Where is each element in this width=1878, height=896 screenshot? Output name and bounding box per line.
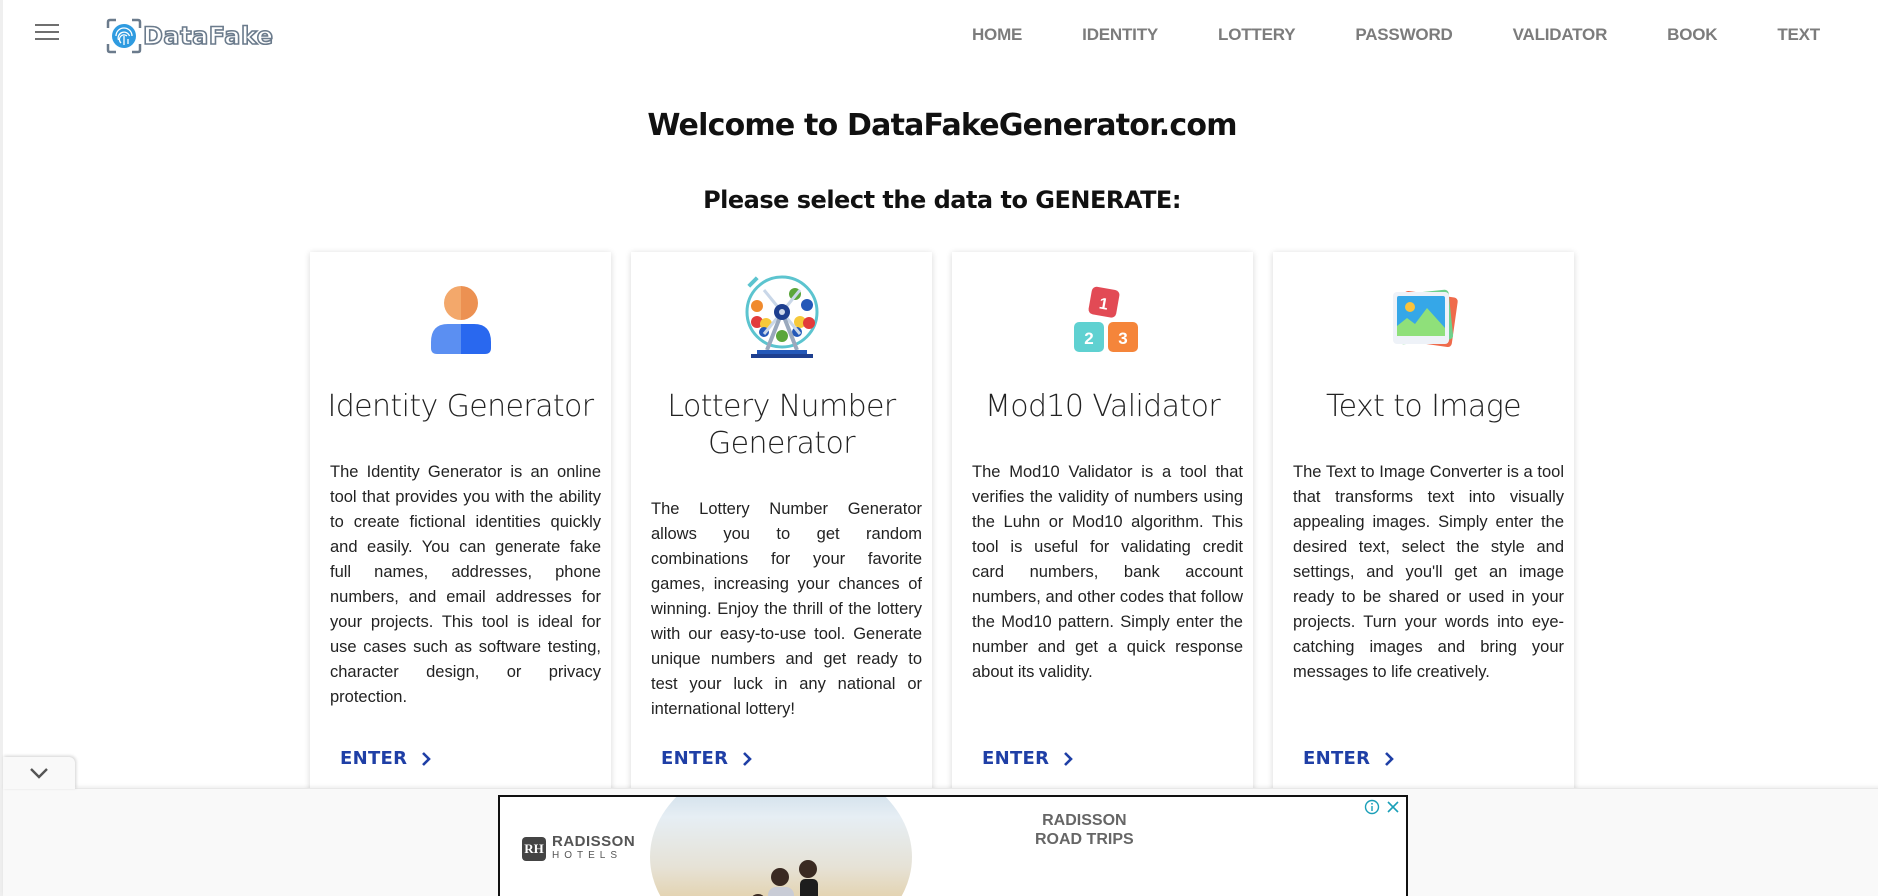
nav-lottery[interactable]: LOTTERY	[1218, 25, 1296, 44]
ad-close-icon[interactable]	[1386, 800, 1400, 814]
enter-label: ENTER	[982, 748, 1050, 769]
radisson-logo-icon: RH	[522, 837, 546, 861]
chevron-right-icon	[742, 752, 752, 766]
svg-text:1: 1	[1097, 295, 1109, 314]
site-logo[interactable]	[106, 18, 274, 54]
enter-text-image-button[interactable]	[1303, 748, 1394, 769]
chevron-down-icon	[29, 767, 49, 779]
card-title: Lottery Number Generator	[667, 389, 896, 461]
card-title: Mod10 Validator	[984, 389, 1221, 424]
ad-beach-photo	[650, 795, 912, 896]
chevron-right-icon	[1063, 752, 1073, 766]
page-title: Welcome to DataFakeGenerator.com	[647, 108, 1237, 143]
enter-validator-button[interactable]	[982, 748, 1073, 769]
ad-brand-logo	[522, 835, 635, 863]
number-blocks-icon	[1058, 272, 1148, 362]
ad-info-icon[interactable]	[1364, 799, 1380, 815]
nav-identity[interactable]: IDENTITY	[1082, 25, 1159, 44]
card-identity-generator	[310, 252, 611, 812]
menu-hamburger-icon[interactable]	[35, 24, 59, 42]
svg-text:2: 2	[1083, 329, 1094, 348]
enter-label: ENTER	[661, 748, 729, 769]
fingerprint-icon	[106, 18, 142, 54]
card-lottery-generator	[631, 252, 932, 812]
enter-identity-button[interactable]	[340, 748, 431, 769]
enter-lottery-button[interactable]	[661, 748, 752, 769]
logo-text: DataFake	[143, 22, 274, 50]
svg-text:3: 3	[1117, 329, 1128, 348]
card-description: The Mod10 Validator is a tool that verifies the validity of numbers using the Luhn or Mod10 algorithm. This tool is useful for validating credit card numbers, bank account numbers, and other codes that follow the Mod10 pattern. Simply enter the number and get a quick response about its validity.	[972, 463, 1243, 681]
nav-text[interactable]: TEXT	[1777, 25, 1820, 44]
main-nav	[912, 25, 1820, 45]
card-mod10-validator	[952, 252, 1253, 812]
card-description: The Identity Generator is an online tool that provides you with the ability to create fictional identities quickly and easily. You can generate fake full names, addresses, phone numbers, and email addresses for your projects. This tool is ideal for use cases such as software testing, character design, or privacy protection.	[330, 463, 601, 706]
card-text-to-image	[1273, 252, 1574, 812]
card-description: The Lottery Number Generator allows you to get random combinations for your favorite games, increasing your chances of winning. Enjoy the thrill of the lottery with our easy-to-use tool. Generate unique numbers and get ready to test your luck in any national or international lottery!	[651, 500, 922, 718]
enter-label: ENTER	[340, 748, 408, 769]
ad-headline-line2: ROAD TRIPS	[1035, 831, 1134, 848]
chevron-right-icon	[1384, 752, 1394, 766]
collapse-ad-button[interactable]	[3, 757, 75, 789]
card-title: Identity Generator	[327, 389, 594, 424]
image-gallery-icon	[1379, 272, 1469, 362]
ad-headline-line1: RADISSON	[1042, 812, 1127, 829]
card-description: The Text to Image Converter is a tool that transforms text into visually appealing images. Simply enter the desired text, select the style and settings, and you'll get an image ready to be shared or used in your projects. Turn your words into eye-catching images and bring your messages to life creatively.	[1293, 463, 1564, 681]
card-title: Text to Image	[1326, 389, 1521, 424]
person-icon	[416, 272, 506, 362]
nav-validator[interactable]: VALIDATOR	[1512, 25, 1608, 44]
nav-home[interactable]: HOME	[971, 25, 1023, 44]
nav-book[interactable]: BOOK	[1667, 25, 1718, 44]
ad-brand-line2: HOTELS	[552, 850, 623, 861]
lottery-drum-icon	[737, 272, 827, 362]
ad-headline	[1035, 811, 1134, 849]
page-subtitle: Please select the data to GENERATE:	[703, 186, 1181, 214]
chevron-right-icon	[421, 752, 431, 766]
enter-label: ENTER	[1303, 748, 1371, 769]
advertisement[interactable]	[498, 795, 1408, 896]
nav-password[interactable]: PASSWORD	[1355, 25, 1453, 44]
ad-brand-line1: RADISSON	[552, 833, 636, 850]
